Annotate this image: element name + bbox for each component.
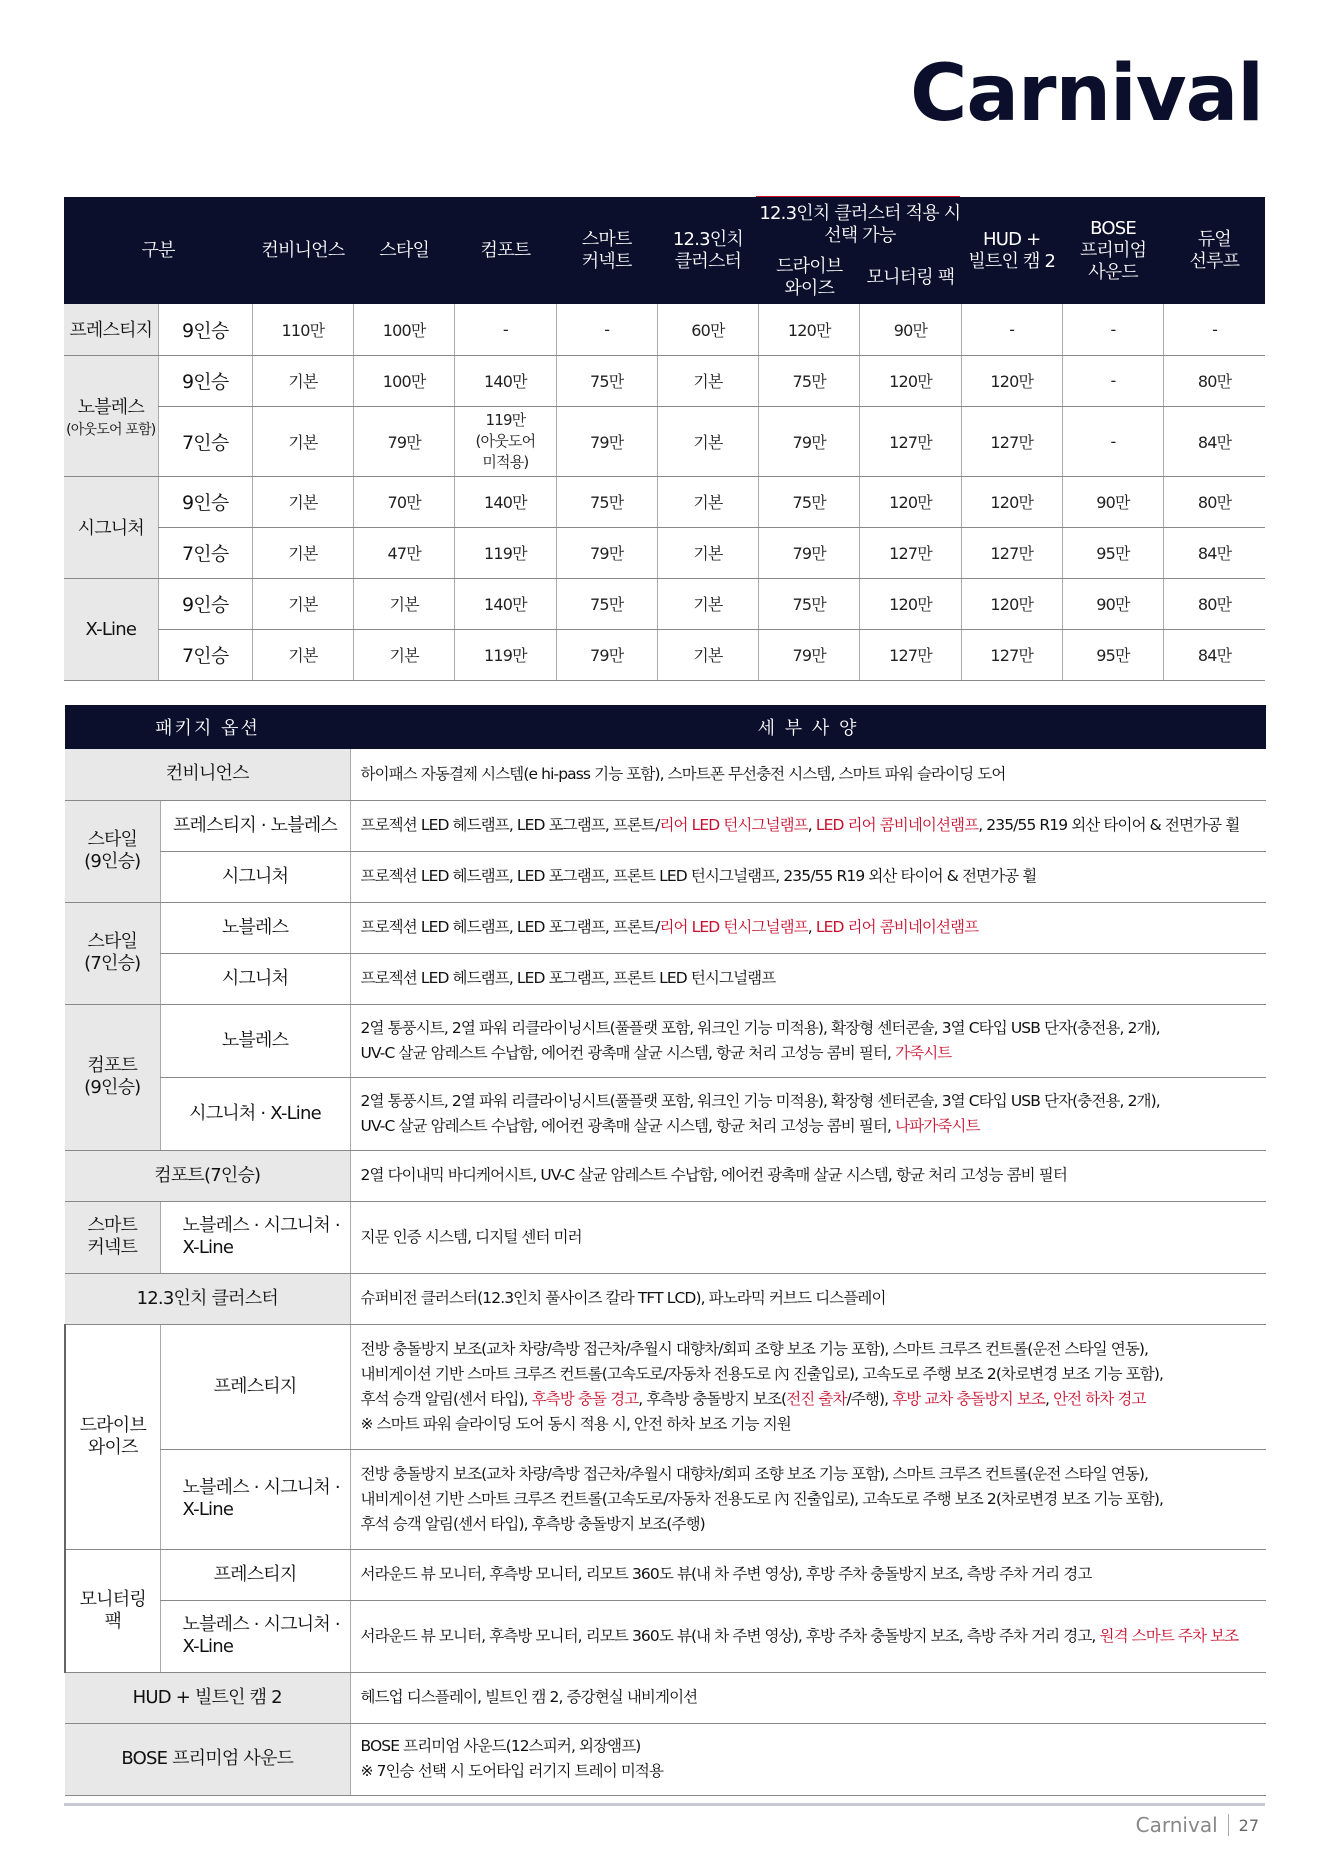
pkg-sub-name: 시그니처 · X-Line (160, 1077, 350, 1150)
price-cell: 기본 (657, 476, 758, 527)
pkg-row-monitor-1 (65, 1549, 1266, 1600)
pkg-detail: 2열 다이내믹 바디케어시트, UV-C 살균 암레스트 수납함, 에어컨 광촉매 살균 시스템, 항균 처리 고성능 콤비 필터 (350, 1150, 1266, 1201)
price-cell: 기본 (657, 406, 758, 476)
trim-name (64, 355, 158, 476)
price-cell: 기본 (252, 476, 353, 527)
price-cell: 79만 (759, 527, 860, 578)
pkg-sub-name: 노블레스 · 시그니처 · X-Line (160, 1600, 350, 1672)
price-cell: 기본 (354, 578, 455, 629)
price-cell: 70만 (354, 476, 455, 527)
price-cell: 80만 (1164, 476, 1265, 527)
header-convenience: 컨비니언스 (252, 197, 353, 304)
pkg-detail: BOSE 프리미엄 사운드(12스피커, 외장앰프) ※ 7인승 선택 시 도어타입 러기지 트레이 미적용 (350, 1723, 1266, 1795)
price-cell: 79만 (556, 406, 657, 476)
pkg-name: 컴포트(7인승) (65, 1150, 350, 1201)
pkg-name: 스마트 커넥트 (65, 1201, 160, 1273)
header-package: 패키지 옵션 (65, 705, 350, 749)
header-style: 스타일 (354, 197, 455, 304)
price-cell: - (556, 304, 657, 355)
price-cell: 47만 (354, 527, 455, 578)
pkg-row-drive-1 (65, 1324, 1266, 1449)
pkg-sub-name: 노블레스 · 시그니처 · X-Line (160, 1449, 350, 1549)
pkg-detail: 전방 충돌방지 보조(교차 차량/측방 접근차/추월시 대향차/회피 조향 보조 기능 포함), 스마트 크루즈 컨트롤(운전 스타일 연동), 내비게이션 기반 스마트 크루즈 컨트롤(고속도로/자동차 전용도로 內 진출입로), 고속도로 주행 보조 2(차로변경 보조 기능 포함), 후석 승객 알림(센서 타입), 후측방 충돌 경고, 후측방 충돌방지 보조(전진 출차/주행), 후방 교차 충돌방지 보조, 안전 하차 경고 ※ 스마트 파워 슬라이딩 도어 동시 적용 시, 안전 하차 보조 기능 지원 (350, 1324, 1266, 1449)
price-cell: 75만 (759, 476, 860, 527)
header-cluster: 12.3인치 클러스터 (657, 197, 758, 304)
price-cell: - (1164, 304, 1265, 355)
price-cell: 80만 (1164, 578, 1265, 629)
price-cell: 기본 (252, 629, 353, 680)
pkg-name: 컴포트 (9인승) (65, 1004, 160, 1150)
price-cell: 기본 (657, 355, 758, 406)
footer (1136, 1813, 1259, 1837)
price-cell: 79만 (354, 406, 455, 476)
price-cell: 120만 (759, 304, 860, 355)
price-cell: 127만 (961, 527, 1062, 578)
pkg-row-comfort9-1 (65, 1004, 1266, 1077)
pkg-detail: 프로젝션 LED 헤드램프, LED 포그램프, 프론트 LED 턴시그널램프 (350, 953, 1266, 1004)
pkg-row-drive-2 (65, 1449, 1266, 1549)
trim-name (64, 578, 158, 680)
price-cell: 84만 (1164, 527, 1265, 578)
pkg-sub-name: 노블레스 (160, 902, 350, 953)
pkg-detail: 슈퍼비전 클러스터(12.3인치 풀사이즈 칼라 TFT LCD), 파노라믹 커브드 디스플레이 (350, 1273, 1266, 1324)
pkg-name: HUD + 빌트인 캠 2 (65, 1672, 350, 1723)
price-cell: 127만 (860, 629, 961, 680)
price-table-header (64, 197, 1265, 304)
pkg-sub-name: 노블레스 (160, 1004, 350, 1077)
pkg-row-style9-1 (65, 800, 1266, 851)
trim-sublabel: (아웃도어 포함) (66, 421, 156, 438)
price-cell: 79만 (556, 527, 657, 578)
pkg-row-style7-1 (65, 902, 1266, 953)
price-cell: 140만 (455, 355, 556, 406)
price-cell: 75만 (556, 476, 657, 527)
price-cell: 기본 (657, 578, 758, 629)
price-cell: 119만 (455, 527, 556, 578)
price-row (64, 476, 1265, 527)
pkg-name: 컨비니언스 (65, 749, 350, 800)
pkg-detail: 하이패스 자동결제 시스템(e hi-pass 기능 포함), 스마트폰 무선충전 시스템, 스마트 파워 슬라이딩 도어 (350, 749, 1266, 800)
brand-title: Carnival (910, 49, 1263, 139)
price-cell: 기본 (657, 629, 758, 680)
trim-label: 프레스티지 (69, 320, 153, 342)
pkg-name: 스타일 (7인승) (65, 902, 160, 1004)
price-cell: - (1062, 406, 1163, 476)
pkg-row-convenience (65, 749, 1266, 800)
footer-divider (64, 1803, 1265, 1806)
trim-label: X-Line (85, 618, 137, 640)
pkg-detail: 전방 충돌방지 보조(교차 차량/측방 접근차/추월시 대향차/회피 조향 보조 기능 포함), 스마트 크루즈 컨트롤(운전 스타일 연동), 내비게이션 기반 스마트 크루즈 컨트롤(고속도로/자동차 전용도로 內 진출입로), 고속도로 주행 보조 2(차로변경 보조 기능 포함), 후석 승객 알림(센서 타입), 후측방 충돌방지 보조(주행) (350, 1449, 1266, 1549)
price-cell: - (1062, 304, 1163, 355)
price-cell: 127만 (860, 527, 961, 578)
price-cell: 140만 (455, 476, 556, 527)
price-cell: - (1062, 355, 1163, 406)
price-cell: 75만 (556, 578, 657, 629)
pkg-sub-name: 노블레스 · 시그니처 · X-Line (160, 1201, 350, 1273)
pkg-row-comfort7 (65, 1150, 1266, 1201)
pkg-row-bose (65, 1723, 1266, 1795)
header-bose: BOSE 프리미엄 사운드 (1062, 197, 1163, 304)
pkg-sub-name: 프레스티지 (160, 1324, 350, 1449)
price-cell: 75만 (759, 355, 860, 406)
price-cell: 79만 (759, 406, 860, 476)
trim-label: 시그니처 (77, 518, 144, 539)
footer-separator (1228, 1814, 1229, 1836)
seat-count: 9인승 (158, 476, 252, 527)
header-smart-connect: 스마트 커넥트 (556, 197, 657, 304)
header-drive-wise: 드라이브 와이즈 (759, 252, 860, 304)
pkg-row-comfort9-2 (65, 1077, 1266, 1150)
pkg-name: 스타일 (9인승) (65, 800, 160, 902)
price-cell: 75만 (556, 355, 657, 406)
trim-name (64, 476, 158, 578)
pkg-sub-name: 시그니처 (160, 953, 350, 1004)
header-cluster-note: 12.3인치 클러스터 적용 시 선택 가능 (759, 197, 962, 252)
pkg-detail: 지문 인증 시스템, 디지털 센터 미러 (350, 1201, 1266, 1273)
price-cell: 140만 (455, 578, 556, 629)
price-cell: 127만 (961, 406, 1062, 476)
pkg-detail: 헤드업 디스플레이, 빌트인 캠 2, 증강현실 내비게이션 (350, 1672, 1266, 1723)
price-cell: - (961, 304, 1062, 355)
price-cell: - (455, 304, 556, 355)
price-cell: 110만 (252, 304, 353, 355)
price-cell: 90만 (1062, 476, 1163, 527)
price-cell: 90만 (860, 304, 961, 355)
price-row (64, 406, 1265, 476)
header-comfort: 컴포트 (455, 197, 556, 304)
price-cell: 기본 (354, 629, 455, 680)
pkg-row-hud (65, 1672, 1266, 1723)
price-row (64, 578, 1265, 629)
price-row (64, 527, 1265, 578)
price-cell: 120만 (860, 355, 961, 406)
pkg-detail: 서라운드 뷰 모니터, 후측방 모니터, 리모트 360도 뷰(내 차 주변 영상), 후방 주차 충돌방지 보조, 측방 주차 거리 경고, 원격 스마트 주차 보조 (350, 1600, 1266, 1672)
header-sunroof: 듀얼 선루프 (1164, 197, 1265, 304)
price-cell: 기본 (657, 527, 758, 578)
seat-count: 7인승 (158, 629, 252, 680)
trim-label: 노블레스 (77, 396, 144, 418)
package-table (64, 705, 1266, 1796)
pkg-detail: 프로젝션 LED 헤드램프, LED 포그램프, 프론트 LED 턴시그널램프, 235/55 R19 외산 타이어 & 전면가공 휠 (350, 851, 1266, 902)
header-category: 구분 (64, 197, 252, 304)
price-cell: 127만 (961, 629, 1062, 680)
price-cell: 84만 (1164, 629, 1265, 680)
pkg-detail: 2열 통풍시트, 2열 파워 리클라이닝시트(풀플랫 포함, 워크인 기능 미적용), 확장형 센터콘솔, 3열 C타입 USB 단자(충전용, 2개), UV-C 살균 암레스트 수납함, 에어컨 광촉매 살균 시스템, 항균 처리 고성능 콤비 필터, 나파가죽시트 (350, 1077, 1266, 1150)
pkg-sub-name: 시그니처 (160, 851, 350, 902)
price-cell: 80만 (1164, 355, 1265, 406)
price-cell: 기본 (252, 578, 353, 629)
pkg-name: BOSE 프리미엄 사운드 (65, 1723, 350, 1795)
price-cell: 60만 (657, 304, 758, 355)
pkg-name: 모니터링 팩 (65, 1549, 160, 1672)
pkg-sub-name: 프레스티지 · 노블레스 (160, 800, 350, 851)
header-monitoring: 모니터링 팩 (860, 252, 961, 304)
price-cell: 120만 (961, 578, 1062, 629)
page-number: 27 (1238, 1815, 1259, 1835)
seat-count: 9인승 (158, 578, 252, 629)
pkg-name: 드라이브 와이즈 (65, 1324, 160, 1549)
price-cell: 100만 (354, 304, 455, 355)
pkg-row-monitor-2 (65, 1600, 1266, 1672)
footer-brand: Carnival (1135, 1813, 1218, 1837)
price-cell: 120만 (961, 355, 1062, 406)
pkg-detail: 프로젝션 LED 헤드램프, LED 포그램프, 프론트/리어 LED 턴시그널램프, LED 리어 콤비네이션램프, 235/55 R19 외산 타이어 & 전면가공 휠 (350, 800, 1266, 851)
pkg-detail: 2열 통풍시트, 2열 파워 리클라이닝시트(풀플랫 포함, 워크인 기능 미적용), 확장형 센터콘솔, 3열 C타입 USB 단자(충전용, 2개), UV-C 살균 암레스트 수납함, 에어컨 광촉매 살균 시스템, 항균 처리 고성능 콤비 필터, 가죽시트 (350, 1004, 1266, 1077)
pkg-row-style7-2 (65, 953, 1266, 1004)
seat-count: 9인승 (158, 355, 252, 406)
pkg-detail: 프로젝션 LED 헤드램프, LED 포그램프, 프론트/리어 LED 턴시그널램프, LED 리어 콤비네이션램프 (350, 902, 1266, 953)
seat-count: 7인승 (158, 527, 252, 578)
pkg-row-style9-2 (65, 851, 1266, 902)
header-hud: HUD + 빌트인 캠 2 (961, 197, 1062, 304)
pkg-row-cluster (65, 1273, 1266, 1324)
price-cell: 90만 (1062, 578, 1163, 629)
price-cell: 127만 (860, 406, 961, 476)
trim-name (64, 304, 158, 355)
price-table-body (64, 304, 1265, 680)
header-detail: 세 부 사 양 (350, 705, 1266, 749)
price-cell: 기본 (252, 527, 353, 578)
price-cell: 120만 (961, 476, 1062, 527)
pkg-name: 12.3인치 클러스터 (65, 1273, 350, 1324)
seat-count: 7인승 (158, 406, 252, 476)
pkg-row-smart (65, 1201, 1266, 1273)
price-cell: 95만 (1062, 629, 1163, 680)
price-cell: 기본 (252, 406, 353, 476)
price-row (64, 304, 1265, 355)
price-cell: 79만 (759, 629, 860, 680)
price-cell: 95만 (1062, 527, 1163, 578)
pkg-sub-name: 프레스티지 (160, 1549, 350, 1600)
price-cell: 84만 (1164, 406, 1265, 476)
price-cell: 119만 (아웃도어 미적용) (455, 406, 556, 476)
seat-count: 9인승 (158, 304, 252, 355)
price-cell: 79만 (556, 629, 657, 680)
price-cell: 120만 (860, 476, 961, 527)
price-row (64, 355, 1265, 406)
price-cell: 100만 (354, 355, 455, 406)
price-cell: 기본 (252, 355, 353, 406)
price-cell: 120만 (860, 578, 961, 629)
price-cell: 119만 (455, 629, 556, 680)
pkg-detail: 서라운드 뷰 모니터, 후측방 모니터, 리모트 360도 뷰(내 차 주변 영상), 후방 주차 충돌방지 보조, 측방 주차 거리 경고 (350, 1549, 1266, 1600)
price-table (64, 197, 1265, 681)
price-cell: 75만 (759, 578, 860, 629)
price-row (64, 629, 1265, 680)
